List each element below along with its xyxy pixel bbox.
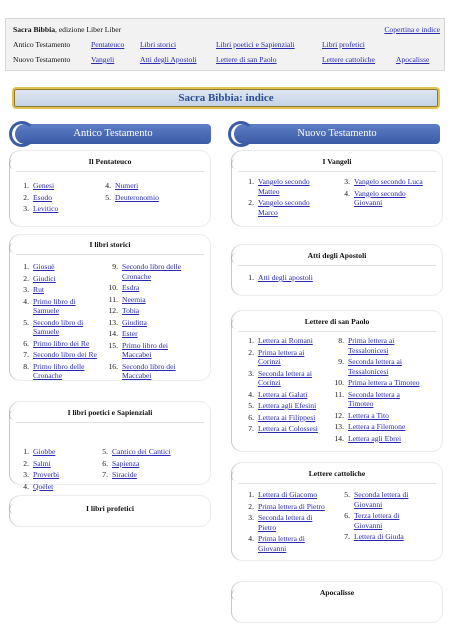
item-number: 1. — [248, 177, 254, 186]
book-link-line: Numeri — [115, 181, 139, 190]
book-link[interactable] — [33, 193, 52, 203]
book-link-line: Lettera a Tito — [348, 410, 389, 420]
item-number: 2. — [248, 501, 254, 511]
book-link-line: Giobbe — [33, 447, 56, 456]
book-link[interactable] — [115, 181, 138, 191]
book-link-line: Seconda lettera ai — [348, 357, 402, 366]
book-link-line: Marco — [258, 207, 278, 217]
item-number: 5. — [248, 401, 254, 410]
item-number: 5. — [102, 447, 108, 456]
section-pentateuco — [10, 151, 210, 226]
item-number: 5. — [105, 192, 111, 202]
item-number: 1. — [248, 336, 254, 345]
item-number: 6. — [102, 458, 108, 468]
section-title: Apocalisse — [319, 588, 355, 597]
item-number: 3. — [248, 513, 254, 522]
book-link[interactable] — [122, 283, 139, 293]
book-link[interactable] — [33, 181, 54, 191]
book-link-line: Prima lettera ai — [348, 336, 395, 345]
book-link[interactable] — [115, 193, 159, 203]
site-header — [5, 18, 445, 71]
section-atti — [232, 245, 442, 295]
section-title: Il Pentateuco — [88, 157, 132, 166]
item-number: 4. — [23, 481, 29, 491]
section-vangeli — [232, 151, 442, 226]
book-link-line: Lettera ai Colossesi — [258, 424, 318, 433]
item-number: 6. — [23, 338, 29, 348]
item-number: 3. — [23, 204, 29, 213]
book-link-line: Matteo — [258, 186, 280, 196]
book-link-line: Siracide — [112, 470, 137, 479]
curl-decoration-icon — [9, 121, 35, 147]
divider — [238, 171, 436, 172]
nav-cattoliche[interactable]: Lettere cattoliche — [322, 55, 375, 64]
section-storici — [10, 235, 210, 380]
book-link[interactable] — [33, 318, 83, 337]
nav-poetici[interactable]: Libri poetici e Sapienziali — [216, 40, 295, 49]
nav-atti[interactable]: Atti degli Apostoli — [140, 55, 197, 64]
site-title: Sacra Bibbia, edizione Liber Liber — [13, 25, 122, 34]
book-link[interactable] — [258, 369, 312, 388]
book-link-line: Sapienza — [112, 458, 140, 468]
book-link-line: Giovanni — [258, 543, 287, 553]
book-link[interactable] — [33, 297, 76, 316]
book-link-line: Lettera a Filemone — [348, 422, 406, 431]
book-link[interactable] — [258, 177, 310, 196]
book-link-line: Samuele — [33, 327, 60, 336]
book-link-line: Proverbi — [33, 470, 60, 479]
nav-profetici[interactable]: Libri profetici — [322, 40, 365, 49]
book-link[interactable] — [112, 459, 139, 469]
book-link-line: Ester — [122, 329, 138, 338]
book-link-line: Levitico — [33, 204, 59, 213]
nav-paolo[interactable]: Lettere di san Paolo — [216, 55, 277, 64]
book-link[interactable] — [33, 204, 58, 214]
book-link[interactable] — [122, 306, 139, 316]
book-link[interactable] — [258, 336, 313, 346]
book-link-line: Timoteo — [348, 399, 374, 408]
book-link-line: Primo libro dei — [122, 340, 168, 350]
book-link[interactable] — [33, 459, 51, 469]
page-title: Sacra Bibbia: indice — [12, 87, 440, 109]
section-poetici — [10, 402, 210, 491]
section-title: Lettere di san Paolo — [304, 317, 370, 326]
book-link-line: Cronache — [122, 271, 152, 281]
book-link[interactable] — [258, 348, 304, 367]
book-link-line: Tobia — [122, 306, 140, 315]
book-link[interactable] — [33, 470, 59, 480]
book-link-line: Lettera agli Efesini — [258, 401, 317, 410]
item-number: 7. — [102, 470, 108, 479]
nav-vangeli[interactable]: Vangeli — [91, 55, 115, 64]
book-link[interactable] — [33, 362, 84, 381]
book-link-line: Lettera ai Galati — [258, 389, 308, 399]
item-number: 7. — [344, 532, 350, 541]
item-number: 4. — [344, 188, 350, 198]
book-link[interactable] — [354, 511, 399, 530]
item-number: 1. — [23, 447, 29, 456]
book-link[interactable] — [122, 262, 181, 281]
item-number: 1. — [23, 262, 29, 271]
book-link[interactable] — [258, 502, 325, 512]
divider — [16, 422, 204, 423]
book-link-line: Primo libro di — [33, 296, 76, 306]
book-link-line: Esodo — [33, 192, 52, 202]
item-number: 3. — [23, 470, 29, 479]
item-number: 8. — [23, 361, 29, 371]
nav-storici[interactable]: Libri storici — [140, 40, 177, 49]
item-number: 16. — [108, 361, 118, 371]
section-title: I libri storici — [89, 240, 131, 249]
book-link[interactable] — [112, 470, 137, 480]
book-link-line: Maccabei — [122, 350, 152, 359]
book-link-line: Lettera agli Ebrei — [348, 433, 402, 443]
item-number: 14. — [334, 433, 344, 443]
book-link-line: Giuditta — [122, 317, 147, 327]
book-link-line: Giosuè — [33, 262, 55, 271]
item-number: 1. — [248, 490, 254, 499]
item-number: 4. — [105, 181, 111, 190]
book-link-line: Lettera ai Romani — [258, 336, 313, 345]
book-link-line: Tessalonicesi — [348, 366, 389, 376]
nav-apocalisse[interactable]: Apocalisse — [396, 55, 430, 64]
book-link-line: Seconda lettera ai — [258, 368, 312, 378]
book-link[interactable] — [348, 378, 420, 388]
book-link[interactable] — [258, 534, 305, 553]
divider — [238, 331, 436, 332]
item-number: 4. — [23, 296, 29, 306]
item-number: 1. — [248, 273, 254, 282]
book-link[interactable] — [33, 447, 55, 457]
column-header-antico — [15, 124, 211, 144]
book-link-line: Primo libro delle — [33, 361, 85, 371]
book-link-line: Secondo libro dei — [122, 361, 176, 371]
book-link[interactable] — [258, 424, 318, 434]
book-link[interactable] — [33, 285, 44, 295]
book-link-line: Seconda lettera di — [258, 513, 313, 522]
book-link-line: Secondo libro di — [33, 317, 84, 327]
book-link-line: Maccabei — [122, 371, 152, 380]
book-link-line: Prima lettera ai — [258, 347, 305, 357]
book-link-line: Pietro — [258, 522, 277, 532]
divider — [238, 265, 436, 266]
item-number: 13. — [108, 317, 118, 327]
section-cattoliche — [232, 463, 442, 560]
section-title: Lettere cattoliche — [308, 469, 366, 478]
book-link[interactable] — [354, 490, 408, 509]
book-link-line: Prima lettera di Pietro — [258, 501, 325, 511]
item-number: 6. — [248, 412, 254, 422]
book-link-line: Prima lettera di — [258, 534, 305, 543]
book-link[interactable] — [33, 482, 53, 492]
book-link-line: Cantico dei Cantici — [112, 447, 171, 456]
home-link[interactable]: Copertina e indice — [384, 25, 440, 34]
section-apocalisse — [232, 582, 442, 622]
curl-decoration-icon — [228, 121, 254, 147]
item-number: 11. — [108, 294, 118, 304]
item-number: 6. — [344, 511, 350, 520]
book-link[interactable] — [258, 198, 310, 217]
book-link-line: Atti degli apostoli — [258, 273, 313, 282]
book-link-line: Primo libro dei Re — [33, 338, 90, 348]
book-link-line: Esdra — [122, 283, 140, 292]
item-number: 15. — [108, 340, 118, 350]
book-link[interactable] — [122, 318, 147, 328]
item-number: 2. — [23, 192, 29, 202]
book-link[interactable] — [348, 422, 405, 432]
book-link-line: Tessalonicesi — [348, 345, 389, 355]
nt-label: Nuovo Testamento — [13, 55, 71, 64]
book-link-line: Vangelo secondo Luca — [354, 177, 423, 186]
section-title: I libri profetici — [86, 504, 134, 513]
book-link[interactable] — [258, 401, 316, 411]
item-number: 4. — [248, 389, 254, 399]
item-number: 3. — [23, 285, 29, 294]
book-link-line: Lettera di Giuda — [354, 532, 404, 541]
book-link-line: Lettera ai Filippesi — [258, 412, 316, 422]
book-link-line: Neemia — [122, 294, 146, 304]
book-link[interactable] — [348, 434, 401, 444]
book-link-line: Giovanni — [354, 198, 383, 207]
book-link-line: Corinzi — [258, 357, 281, 366]
book-link[interactable] — [258, 390, 307, 400]
book-link-line: Genesi — [33, 181, 55, 190]
book-link[interactable] — [122, 295, 146, 305]
item-number: 4. — [248, 534, 254, 543]
section-paolo — [232, 311, 442, 451]
book-link-line: Salmi — [33, 458, 51, 468]
item-number: 2. — [23, 273, 29, 283]
item-number: 14. — [108, 329, 118, 338]
section-title: I libri poetici e Sapienziali — [67, 408, 153, 417]
book-link[interactable] — [33, 274, 56, 284]
divider — [238, 483, 436, 484]
book-link[interactable] — [122, 329, 138, 339]
book-link[interactable] — [354, 189, 406, 208]
item-number: 7. — [23, 350, 29, 359]
book-link[interactable] — [348, 411, 389, 421]
book-link-line: Seconda lettera di — [354, 490, 409, 499]
item-number: 10. — [334, 378, 344, 387]
book-link[interactable] — [33, 262, 55, 272]
book-link-line: Lettera di Giacomo — [258, 490, 318, 499]
book-link-line: Prima lettera a Timoteo — [348, 378, 420, 387]
book-link-line: Giovanni — [354, 520, 383, 530]
item-number: 7. — [248, 424, 254, 433]
book-link[interactable] — [348, 336, 394, 355]
book-link[interactable] — [33, 339, 89, 349]
column-header-nuovo — [234, 124, 440, 144]
book-link[interactable] — [33, 350, 97, 360]
book-link[interactable] — [348, 357, 402, 376]
book-link-line: Deuteronomio — [115, 192, 159, 202]
column-header-label: Nuovo Testamento — [297, 128, 377, 139]
book-link[interactable] — [112, 447, 171, 457]
item-number: 2. — [248, 347, 254, 357]
ot-label: Antico Testamento — [13, 40, 71, 49]
item-number: 5. — [23, 317, 29, 327]
book-link[interactable] — [354, 177, 423, 187]
section-title: I Vangeli — [322, 157, 352, 166]
book-link[interactable] — [348, 390, 400, 409]
book-link-line: Corinzi — [258, 378, 281, 387]
item-number: 1. — [23, 181, 29, 190]
book-link-line: Secondo libro delle — [122, 262, 182, 271]
book-link-line: Qoèlet — [33, 481, 54, 491]
nav-pentateuco[interactable]: Pentateuco — [91, 40, 125, 49]
book-link-line: Terza lettera di — [354, 511, 400, 520]
book-link[interactable] — [354, 532, 404, 542]
book-link-line: Secondo libro dei Re — [33, 350, 97, 359]
item-number: 2. — [248, 198, 254, 207]
book-link-line: Vangelo secondo — [354, 188, 406, 198]
book-link-line: Samuele — [33, 306, 60, 315]
book-link-line: Rut — [33, 285, 44, 294]
item-number: 11. — [334, 389, 344, 399]
divider — [16, 254, 204, 255]
divider — [16, 171, 204, 172]
item-number: 10. — [108, 283, 118, 292]
book-link-line: Seconda lettera a — [348, 389, 400, 399]
item-number: 8. — [338, 336, 344, 345]
item-number: 3. — [344, 177, 350, 186]
book-link-line: Giudici — [33, 273, 56, 283]
item-number: 9. — [112, 262, 118, 271]
book-link[interactable] — [258, 490, 317, 500]
book-link[interactable] — [122, 341, 168, 360]
book-link[interactable] — [258, 273, 313, 283]
book-link[interactable] — [258, 413, 315, 423]
item-number: 13. — [334, 422, 344, 431]
book-link[interactable] — [122, 362, 176, 381]
item-number: 12. — [334, 410, 344, 420]
book-link-line: Giovanni — [354, 499, 383, 509]
column-header-label: Antico Testamento — [73, 128, 153, 139]
section-title: Atti degli Apostoli — [307, 251, 367, 260]
book-link-line: Vangelo secondo — [258, 198, 310, 207]
item-number: 9. — [338, 357, 344, 366]
book-link-line: Vangelo secondo — [258, 177, 310, 186]
item-number: 12. — [108, 306, 118, 315]
book-link[interactable] — [258, 513, 312, 532]
book-link-line: Cronache — [33, 371, 63, 380]
section-profetici — [10, 496, 210, 526]
item-number: 3. — [248, 368, 254, 378]
item-number: 2. — [23, 458, 29, 468]
item-number: 5. — [344, 490, 350, 499]
